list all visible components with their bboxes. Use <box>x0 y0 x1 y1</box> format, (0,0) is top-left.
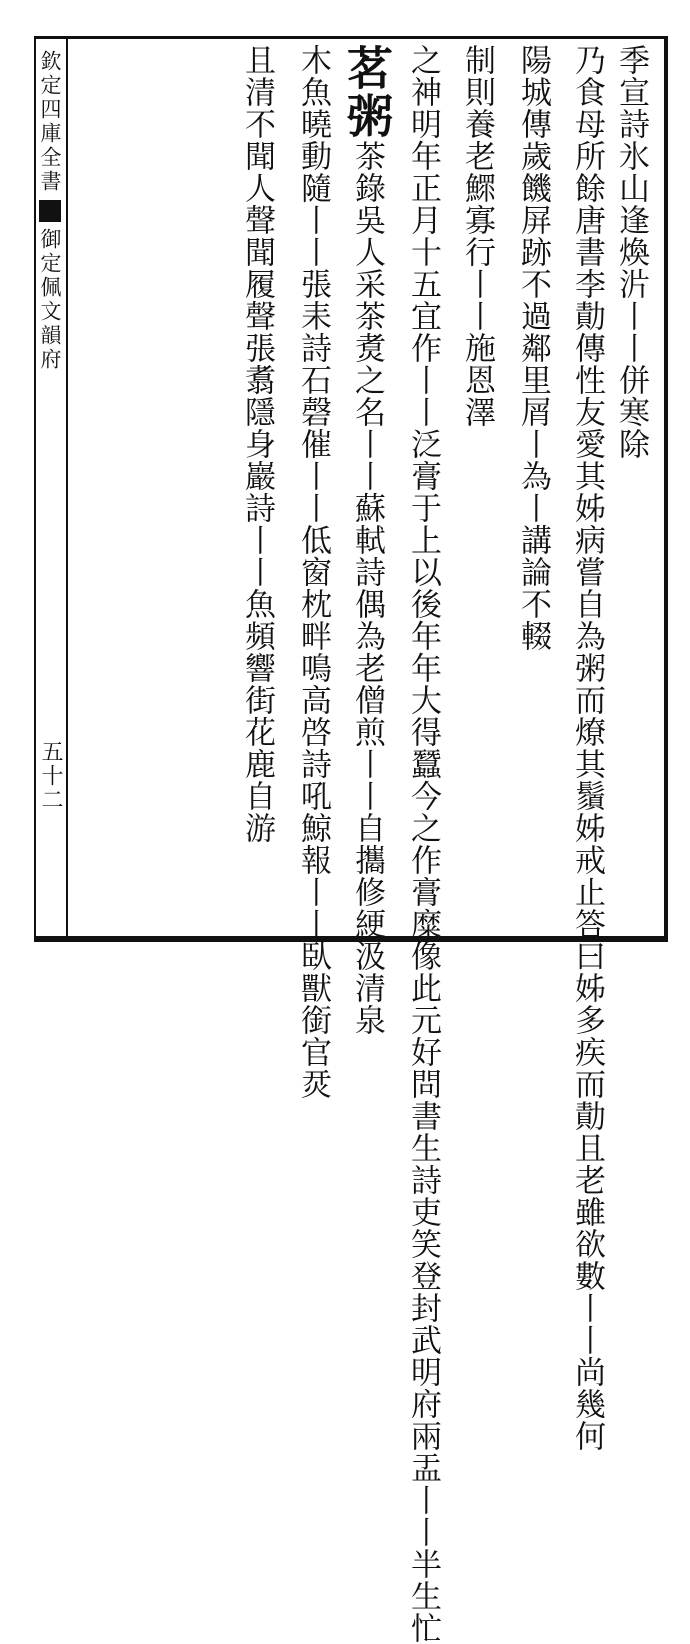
margin-header <box>34 50 66 610</box>
column-text: 木魚曉動隨丨丨張耒詩石磬催丨丨低窗枕畔鳴高啓詩吼鯨報丨丨臥獸銜官烎 <box>295 44 331 1100</box>
text-column-6 <box>340 44 394 1036</box>
column-text: 陽城傳歲饑屏跡不過鄰里屑丨為丨講論不輟 <box>515 44 551 652</box>
text-column-1 <box>610 44 652 934</box>
top-rule <box>34 36 668 39</box>
text-column-8 <box>236 44 278 934</box>
headword: 茗粥 <box>340 44 394 140</box>
column-text: 乃食母所餘唐書李勣傳性友愛其姊病嘗自為粥而燎其鬚姊戒止答曰姊多疾而勣且老雖欲數丨丨尚幾何 <box>569 44 605 1452</box>
text-column-5 <box>402 44 444 1644</box>
book-title: 欽定四庫全書 <box>38 50 62 194</box>
column-text: 制則養老鰥寡行丨丨施恩澤 <box>459 44 495 428</box>
section-title: 御定佩文韻府 <box>38 228 62 372</box>
column-text: 茗粥茶錄吳人采茶煑之名丨丨蘇軾詩偶為老僧煎丨丨自攜修綆汲清泉 <box>340 44 394 1036</box>
column-text: 之神明年正月十五宜作丨丨泛膏于上以後年年大得蠶今之作膏糜像此元好問書生詩吏笑登封武明府兩盂丨丨半生忙 <box>405 44 441 1644</box>
inner-margin-rule <box>66 36 68 942</box>
right-rule <box>664 36 668 942</box>
text-column-7 <box>292 44 334 1100</box>
column-text: 季宣詩氷山逢煥沜丨丨併寒除 <box>613 44 649 460</box>
margin-fish-tail-mark <box>39 200 61 222</box>
text-column-3 <box>512 44 554 934</box>
folio-number: 五十二 <box>38 740 63 812</box>
text-column-2 <box>566 44 608 1452</box>
text-column-4 <box>456 44 498 934</box>
column-text: 且清不聞人聲聞履聲張翥隱身巖詩丨丨魚頻響街花鹿自游 <box>239 44 275 844</box>
